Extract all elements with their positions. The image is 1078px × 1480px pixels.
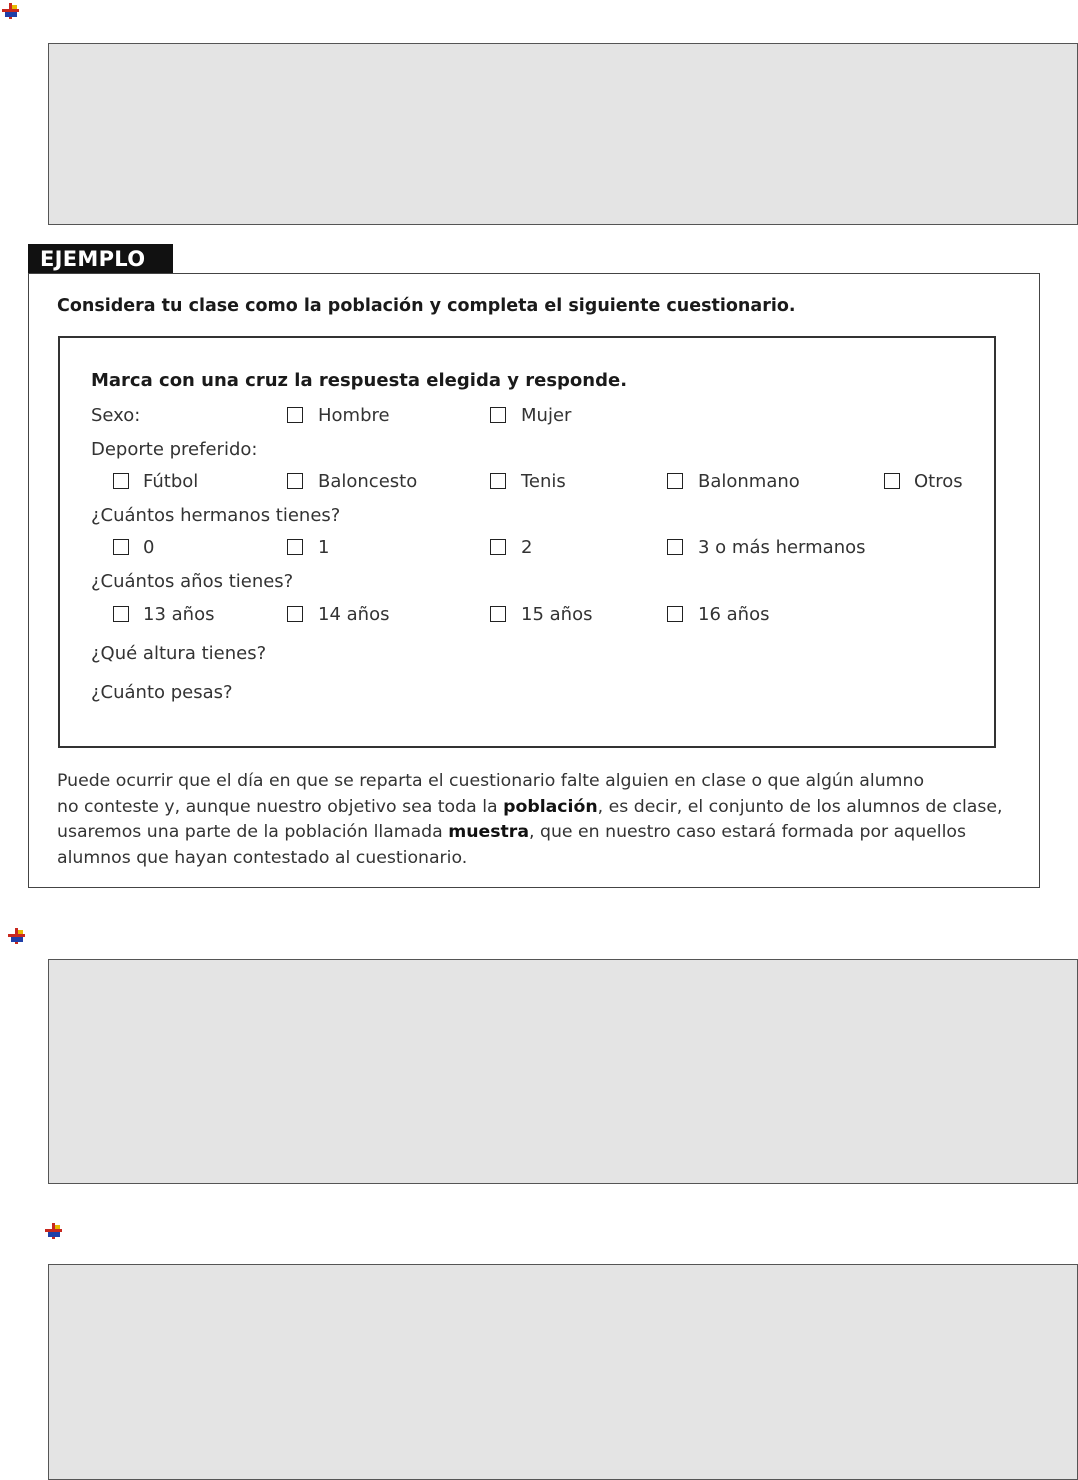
option-hombre: Hombre xyxy=(318,405,390,426)
anchor-icon xyxy=(2,3,20,19)
para-line-3: usaremos una parte de la población llamada muestra, que en nuestro caso estará formada por aquellos xyxy=(57,822,966,842)
option-hermanos-2: 2 xyxy=(521,537,533,558)
term-muestra: muestra xyxy=(448,822,529,842)
hermanos-label: ¿Cuántos hermanos tienes? xyxy=(91,505,341,526)
example-tab: EJEMPLO xyxy=(28,244,173,273)
example-instruction: Considera tu clase como la población y completa el siguiente cuestionario. xyxy=(57,296,796,316)
option-14: 14 años xyxy=(318,604,390,625)
checkbox-mujer[interactable] xyxy=(490,407,506,423)
option-mujer: Mujer xyxy=(521,405,572,426)
grey-block-2 xyxy=(48,959,1078,1184)
option-16: 16 años xyxy=(698,604,770,625)
option-hermanos-3: 3 o más hermanos xyxy=(698,537,866,558)
option-baloncesto: Baloncesto xyxy=(318,471,418,492)
peso-label: ¿Cuánto pesas? xyxy=(91,682,233,703)
sexo-label: Sexo: xyxy=(91,405,141,426)
option-hermanos-1: 1 xyxy=(318,537,330,558)
term-poblacion: población xyxy=(503,796,598,817)
checkbox-hermanos-1[interactable] xyxy=(287,539,303,555)
option-otros: Otros xyxy=(914,471,963,492)
checkbox-hombre[interactable] xyxy=(287,407,303,423)
option-balonmano: Balonmano xyxy=(698,471,800,492)
altura-label: ¿Qué altura tienes? xyxy=(91,643,267,664)
checkbox-baloncesto[interactable] xyxy=(287,473,303,489)
checkbox-balonmano[interactable] xyxy=(667,473,683,489)
checkbox-futbol[interactable] xyxy=(113,473,129,489)
option-futbol: Fútbol xyxy=(143,471,199,492)
option-tenis: Tenis xyxy=(521,471,566,492)
grey-block-3 xyxy=(48,1264,1078,1480)
checkbox-tenis[interactable] xyxy=(490,473,506,489)
option-15: 15 años xyxy=(521,604,593,625)
form-heading: Marca con una cruz la respuesta elegida y responde. xyxy=(91,370,628,391)
checkbox-14[interactable] xyxy=(287,606,303,622)
option-hermanos-0: 0 xyxy=(143,537,155,558)
edad-label: ¿Cuántos años tienes? xyxy=(91,571,294,592)
option-13: 13 años xyxy=(143,604,215,625)
checkbox-otros[interactable] xyxy=(884,473,900,489)
checkbox-hermanos-2[interactable] xyxy=(490,539,506,555)
checkbox-hermanos-0[interactable] xyxy=(113,539,129,555)
deporte-label: Deporte preferido: xyxy=(91,439,258,460)
checkbox-15[interactable] xyxy=(490,606,506,622)
checkbox-16[interactable] xyxy=(667,606,683,622)
para-line-2: no conteste y, aunque nuestro objetivo sea toda la población, es decir, el conjunto de los alumnos de clase, xyxy=(57,796,1003,817)
explanation-paragraph xyxy=(57,769,1017,871)
para-line-1: Puede ocurrir que el día en que se reparta el cuestionario falte alguien en clase o que algún alumno xyxy=(57,771,925,791)
anchor-icon xyxy=(8,928,26,944)
checkbox-13[interactable] xyxy=(113,606,129,622)
anchor-icon xyxy=(45,1223,63,1239)
checkbox-hermanos-3[interactable] xyxy=(667,539,683,555)
grey-block-1 xyxy=(48,43,1078,225)
para-line-4: alumnos que hayan contestado al cuestionario. xyxy=(57,847,468,868)
